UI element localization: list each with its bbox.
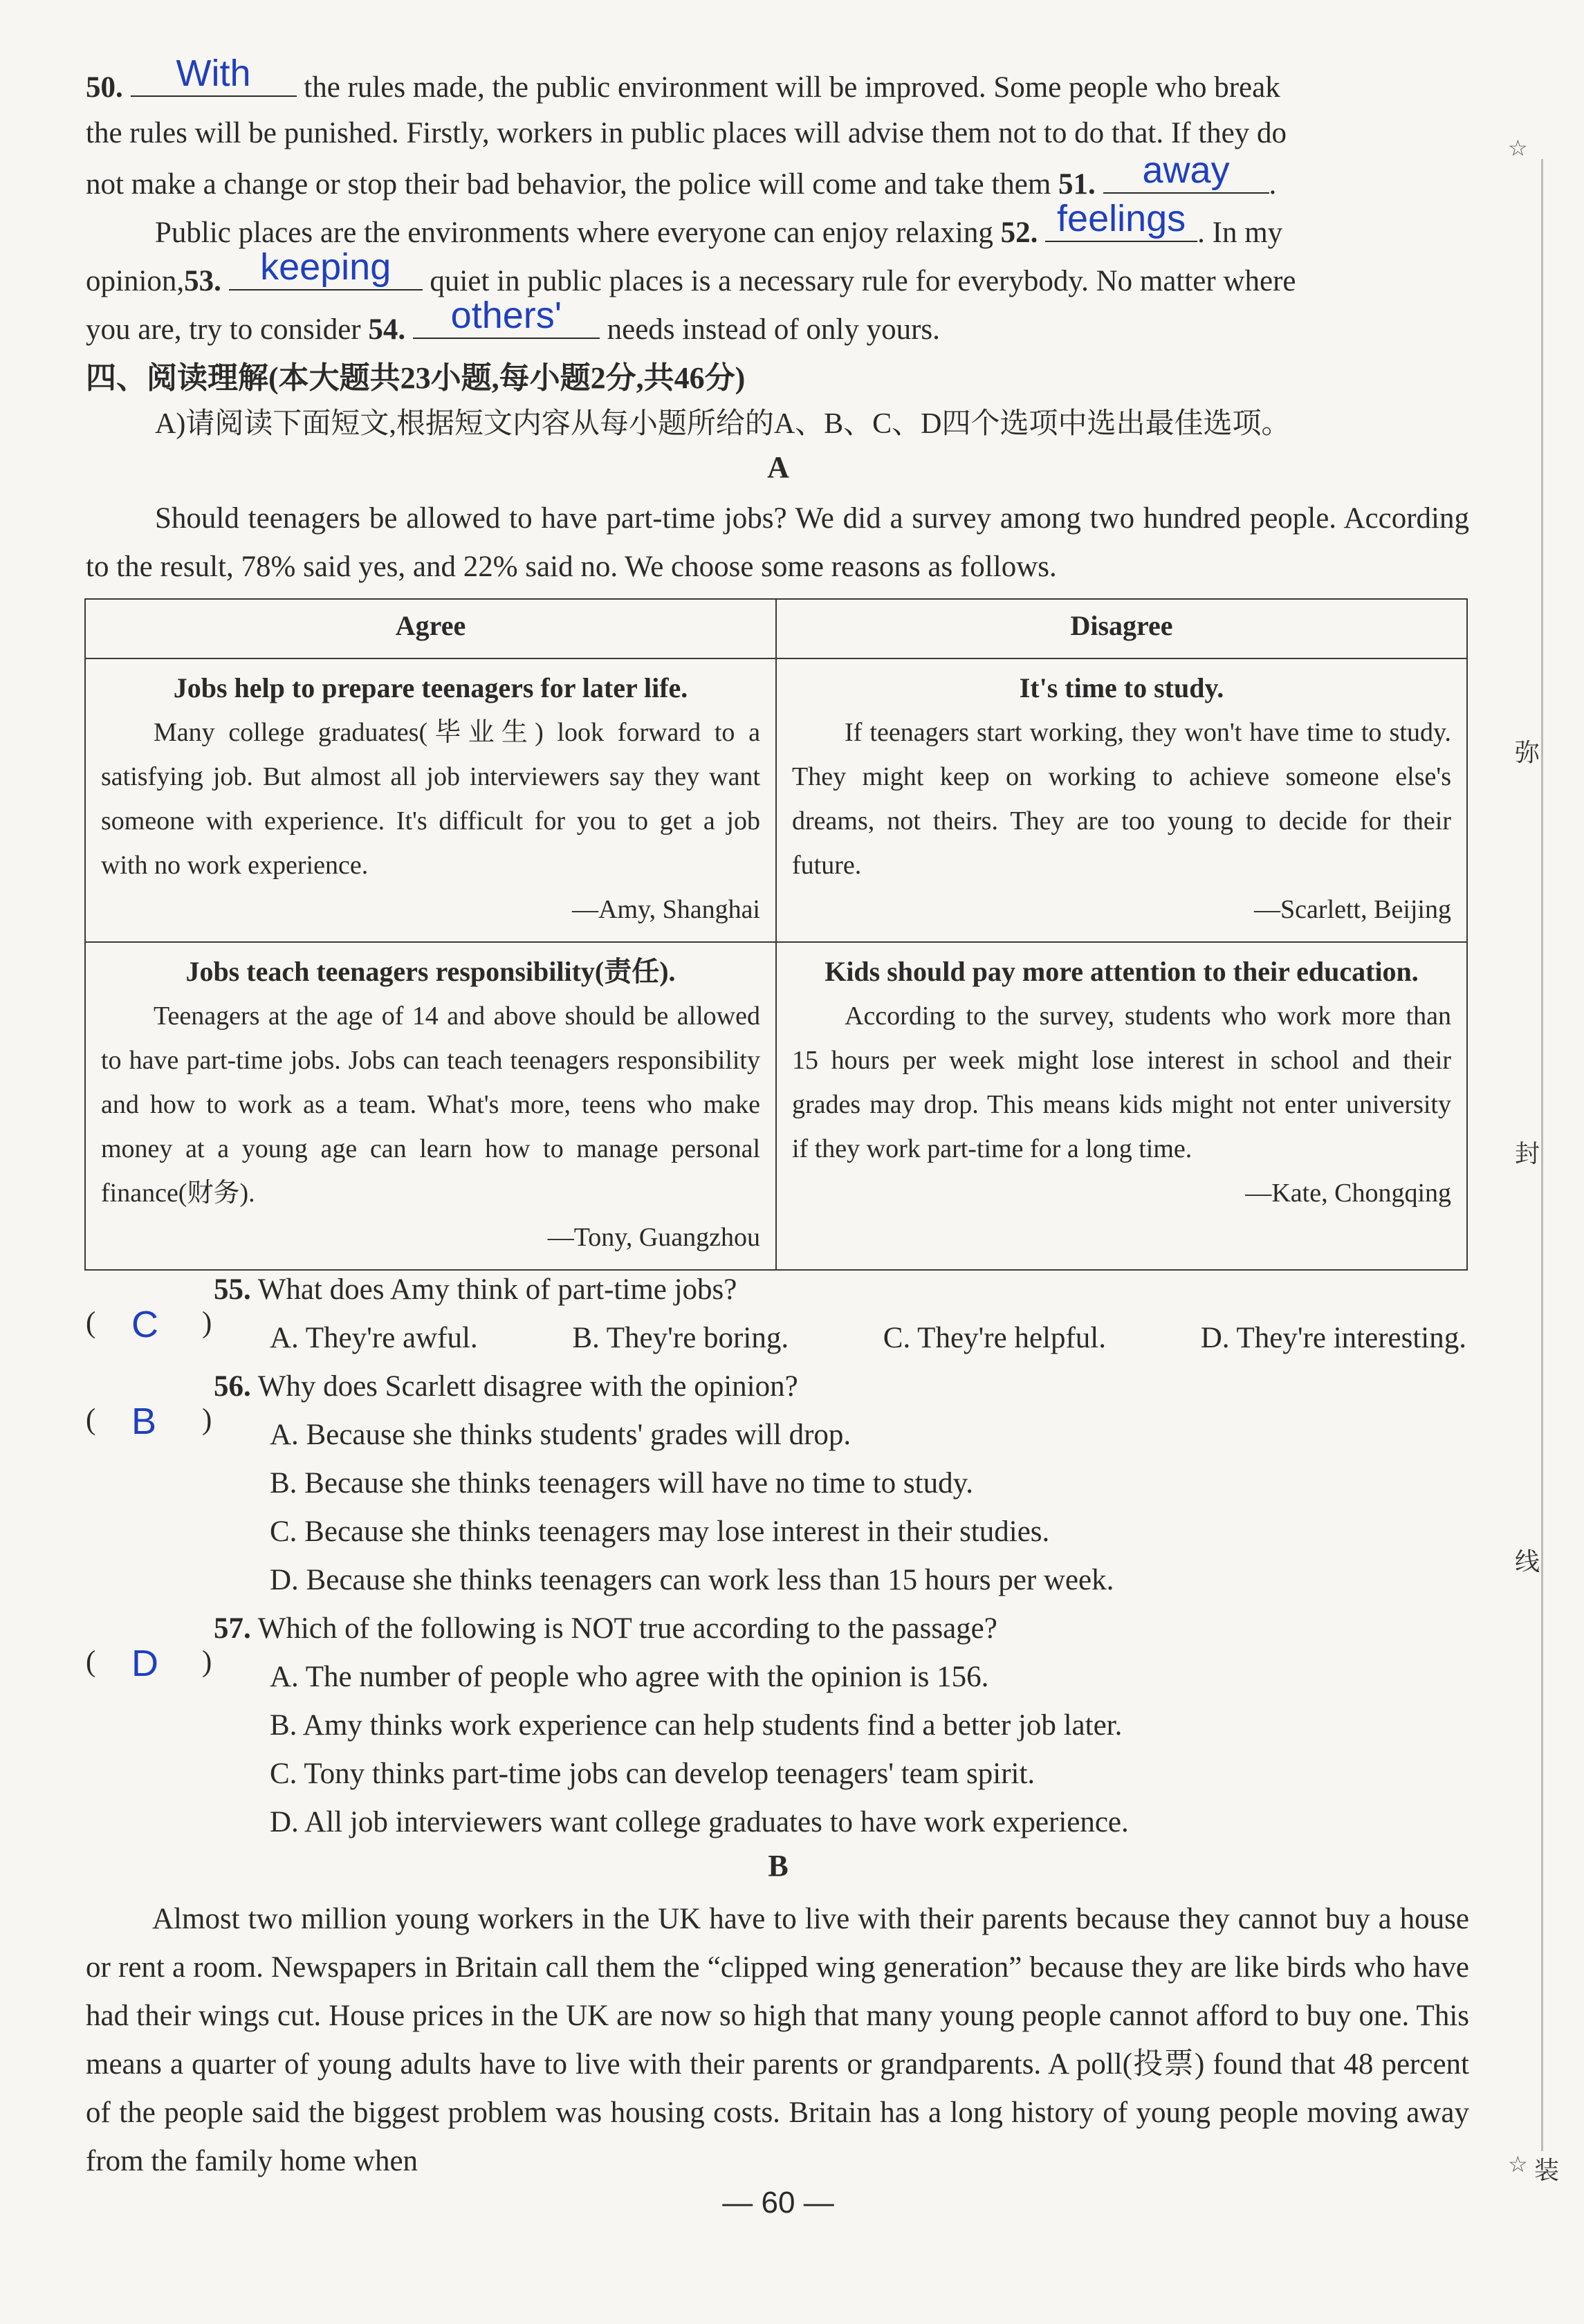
section-instruction: A)请阅读下面短文,根据短文内容从每小题所给的A、B、C、D四个选项中选出最佳选项。 xyxy=(155,408,1291,440)
section-title: 四、阅读理解(本大题共23小题,每小题2分,共46分) xyxy=(86,361,746,395)
scarlett-heading: It's time to study. xyxy=(1019,672,1224,703)
q57-answer: D xyxy=(131,1643,158,1684)
q53-answer: keeping xyxy=(260,246,392,288)
q57-option-a[interactable]: A. The number of people who agree with the opinion is 156. xyxy=(270,1661,989,1693)
cell-kate xyxy=(776,942,1467,1270)
star-icon: ☆ xyxy=(1508,136,1528,160)
cell-tony xyxy=(85,942,776,1270)
cloze-line-3: not make a change or stop their bad behavior, the police will come and take them 51. away . xyxy=(86,149,1277,201)
paren-right: ) xyxy=(202,1645,212,1678)
col-disagree: Disagree xyxy=(776,599,1467,658)
q56-option-b[interactable]: B. Because she thinks teenagers will have no time to study. xyxy=(270,1467,974,1500)
q54-text: you are, try to consider xyxy=(86,313,361,346)
q55-answer: C xyxy=(131,1304,158,1345)
q54-text-cont: needs instead of only yours. xyxy=(607,313,940,346)
q50-text: the rules made, the public environment will be improved. Some people who break xyxy=(304,71,1280,104)
q50-text-cont: the rules will be punished. Firstly, workers in public places will advise them not to do that. If they do xyxy=(86,117,1287,149)
q56-option-a[interactable]: A. Because she thinks students' grades will drop. xyxy=(270,1419,851,1451)
margin-char-2: 封 xyxy=(1515,1140,1540,1168)
cell-amy xyxy=(85,658,776,942)
q57-option-b[interactable]: B. Amy thinks work experience can help students find a better job later. xyxy=(270,1709,1123,1742)
q55-option-c[interactable]: C. They're helpful. xyxy=(883,1322,1106,1354)
scarlett-signature: —Scarlett, Beijing xyxy=(1254,895,1451,924)
q53-text: opinion, xyxy=(86,265,185,297)
kate-body: According to the survey, students who work more than 15 hours per week might lose interest in school and their grades may drop. This means kids might not enter university if they work part-time for a long time. xyxy=(792,1002,1451,1163)
q52-text-cont: . In my xyxy=(1197,216,1283,249)
paren-right: ) xyxy=(202,1403,212,1436)
amy-signature: —Amy, Shanghai xyxy=(572,895,760,924)
binding-line xyxy=(1541,159,1543,2151)
q52-number: 52. xyxy=(1000,216,1038,249)
page-number: — 60 — xyxy=(722,2186,834,2220)
passage-a-intro: Should teenagers be allowed to have part-time jobs? We did a survey among two hundred people. According to the result, 78% said yes, and 22% said no. We choose some reasons as follows. xyxy=(86,502,1469,583)
scarlett-body: If teenagers start working, they won't have time to study. They might keep on working to achieve someone else's dreams, not theirs. They are too young to decide for their future. xyxy=(792,718,1451,880)
q53-blank[interactable] xyxy=(229,246,423,290)
passage-b-title: B xyxy=(768,1849,789,1883)
q50-blank[interactable] xyxy=(131,53,297,97)
q52-blank[interactable] xyxy=(1045,198,1197,242)
kate-signature: —Kate, Chongqing xyxy=(1245,1179,1451,1208)
q54-number: 54. xyxy=(368,313,406,346)
tony-signature: —Tony, Guangzhou xyxy=(547,1223,760,1252)
kate-heading: Kids should pay more attention to their education. xyxy=(825,956,1419,987)
tony-body: Teenagers at the age of 14 and above should be allowed to have part-time jobs. Jobs can teach teenagers responsibility and how to work as a team. What's more, teens who make money at a young age can learn how to manage personal finance(财务). xyxy=(101,1002,760,1208)
q51-blank[interactable] xyxy=(1103,149,1269,194)
q55-number: 55. xyxy=(214,1273,251,1306)
passage-a-title: A xyxy=(767,450,789,484)
margin-char-3: 线 xyxy=(1515,1548,1540,1576)
cloze-line-1 xyxy=(86,53,1469,112)
q57-number: 57. xyxy=(214,1612,251,1645)
q54-answer: others' xyxy=(450,295,562,336)
col-agree: Agree xyxy=(85,599,776,658)
paren-right: ) xyxy=(202,1307,212,1339)
q52-answer: feelings xyxy=(1057,198,1186,239)
q55-option-b[interactable]: B. They're boring. xyxy=(572,1322,789,1354)
q55-option-a[interactable]: A. They're awful. xyxy=(270,1322,478,1354)
q53-text-cont: quiet in public places is a necessary rule for everybody. No matter where xyxy=(430,265,1296,297)
paren-left: ( xyxy=(86,1645,96,1678)
q51-text: not make a change or stop their bad behavior, the police will come and take them xyxy=(86,168,1051,201)
q57-option-c[interactable]: C. Tony thinks part-time jobs can develop teenagers' team spirit. xyxy=(270,1758,1035,1790)
q56-stem: Why does Scarlett disagree with the opinion? xyxy=(257,1370,798,1403)
star-icon: ☆ xyxy=(1508,2152,1528,2177)
margin-char-4: 装 xyxy=(1534,2157,1560,2185)
cell-scarlett xyxy=(776,658,1467,942)
survey-table xyxy=(84,598,1468,1271)
q56-answer: B xyxy=(131,1401,157,1442)
amy-heading: Jobs help to prepare teenagers for later life. xyxy=(173,672,688,703)
q55-option-d[interactable]: D. They're interesting. xyxy=(1200,1322,1466,1354)
cloze-line-5 xyxy=(86,246,1469,306)
amy-body: Many college graduates(毕业生) look forward to a satisfying job. But almost all job interviewers say they want someone with experience. It's difficult for you to get a job with no work experience. xyxy=(101,718,760,880)
q54-blank[interactable] xyxy=(413,295,600,339)
passage-b-body: Almost two million young workers in the UK have to live with their parents because they cannot buy a house or rent a room. Newspapers in Britain call them the “clipped wing generation” because they are like birds who have had their wings cut. House prices in the UK are now so high that many young people cannot afford to buy one. This means a quarter of young adults have to live with their parents or grandparents. A poll(投票) found that 48 percent of the people said the biggest problem was housing costs. Britain has a long history of young people moving away from the family home when xyxy=(86,1903,1469,2177)
paren-left: ( xyxy=(86,1307,96,1339)
paren-left: ( xyxy=(86,1403,96,1436)
q57-stem: Which of the following is NOT true according to the passage? xyxy=(257,1612,997,1645)
q53-number: 53. xyxy=(184,265,221,297)
cloze-line-6 xyxy=(86,295,1469,354)
q51-answer: away xyxy=(1142,149,1230,191)
q50-number: 50. xyxy=(86,71,123,104)
q50-answer: With xyxy=(176,53,251,94)
q55-options xyxy=(270,1314,1466,1363)
q55-stem: What does Amy think of part-time jobs? xyxy=(257,1273,737,1306)
q51-number: 51. xyxy=(1058,168,1096,201)
margin-char-1: 弥 xyxy=(1515,739,1540,767)
q57-option-d[interactable]: D. All job interviewers want college graduates to have work experience. xyxy=(270,1806,1129,1838)
q56-option-d[interactable]: D. Because she thinks teenagers can work less than 15 hours per week. xyxy=(270,1564,1114,1596)
tony-heading: Jobs teach teenagers responsibility(责任). xyxy=(185,956,676,987)
q52-text: Public places are the environments where everyone can enjoy relaxing xyxy=(155,216,993,249)
q56-option-c[interactable]: C. Because she thinks teenagers may lose interest in their studies. xyxy=(270,1515,1050,1548)
q56-number: 56. xyxy=(214,1370,251,1403)
